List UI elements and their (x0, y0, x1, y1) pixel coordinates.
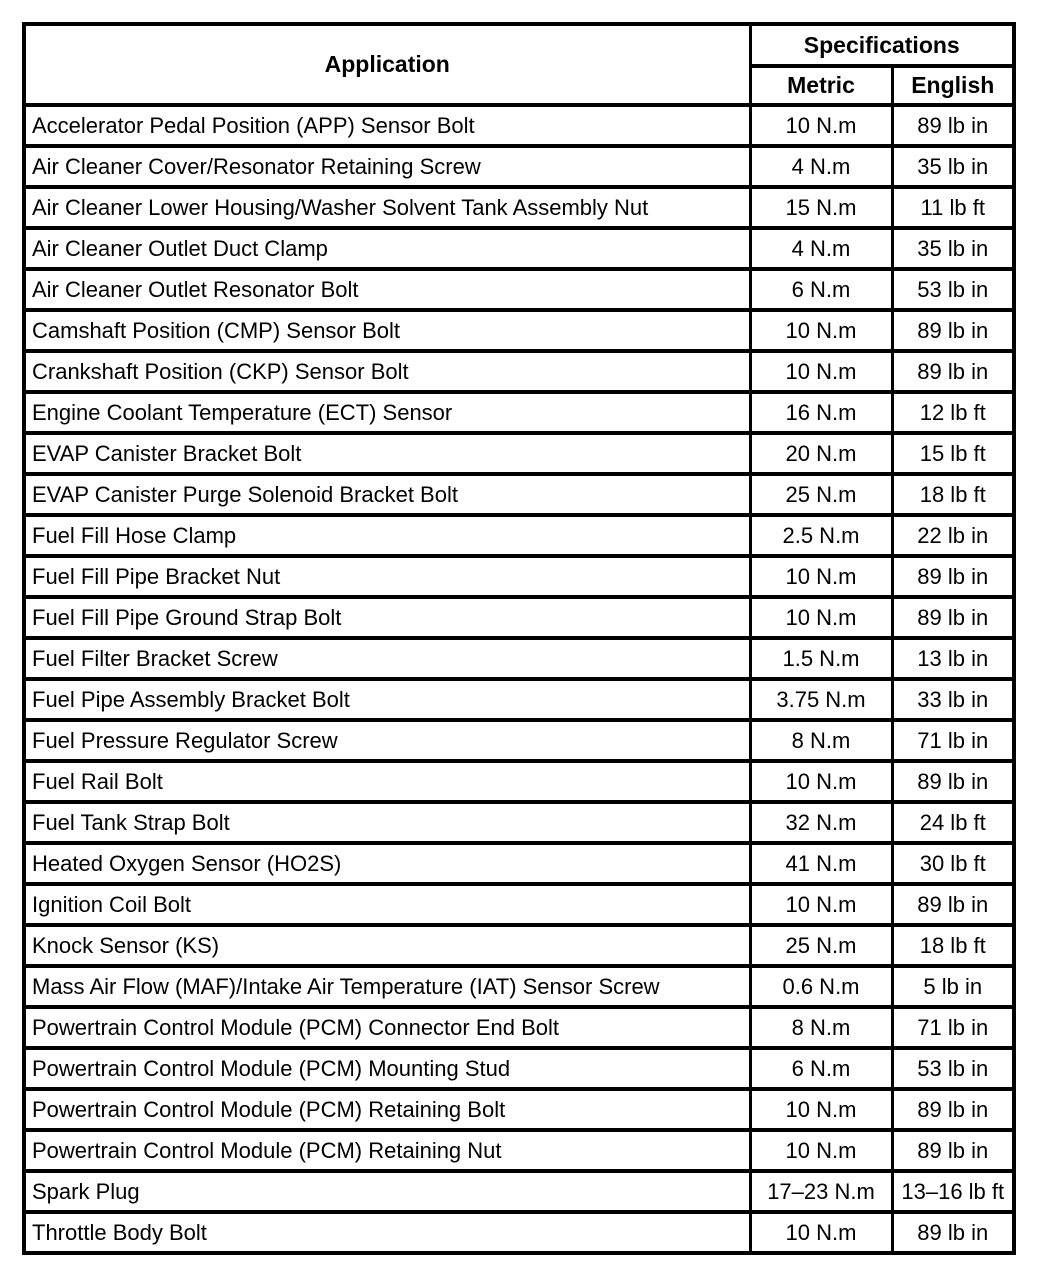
table-row (24, 105, 1014, 146)
english-cell: 13 lb in (892, 638, 1014, 679)
application-cell: Powertrain Control Module (PCM) Retaining Bolt (24, 1089, 750, 1130)
english-cell: 71 lb in (892, 720, 1014, 761)
application-cell: Fuel Filter Bracket Screw (24, 638, 750, 679)
metric-cell: 10 N.m (750, 1089, 892, 1130)
application-cell: Air Cleaner Cover/Resonator Retaining Screw (24, 146, 750, 187)
metric-cell: 32 N.m (750, 802, 892, 843)
metric-cell: 10 N.m (750, 310, 892, 351)
english-cell: 89 lb in (892, 1130, 1014, 1171)
english-cell: 89 lb in (892, 310, 1014, 351)
english-column-header: English (892, 66, 1014, 105)
english-cell: 35 lb in (892, 146, 1014, 187)
table-row (24, 515, 1014, 556)
metric-cell: 6 N.m (750, 269, 892, 310)
application-cell: Fuel Tank Strap Bolt (24, 802, 750, 843)
table-row (24, 638, 1014, 679)
table-row (24, 1048, 1014, 1089)
application-column-header: Application (24, 24, 750, 105)
table-row (24, 1130, 1014, 1171)
metric-cell: 6 N.m (750, 1048, 892, 1089)
table-row (24, 1212, 1014, 1253)
english-cell: 53 lb in (892, 269, 1014, 310)
english-cell: 89 lb in (892, 597, 1014, 638)
application-cell: Fuel Fill Hose Clamp (24, 515, 750, 556)
table-header (24, 24, 1014, 105)
metric-cell: 2.5 N.m (750, 515, 892, 556)
application-cell: Air Cleaner Outlet Resonator Bolt (24, 269, 750, 310)
table-row (24, 433, 1014, 474)
table-row (24, 802, 1014, 843)
metric-cell: 25 N.m (750, 925, 892, 966)
english-cell: 18 lb ft (892, 474, 1014, 515)
application-cell: Camshaft Position (CMP) Sensor Bolt (24, 310, 750, 351)
table-row (24, 556, 1014, 597)
table-row (24, 474, 1014, 515)
english-cell: 13–16 lb ft (892, 1171, 1014, 1212)
application-cell: Fuel Fill Pipe Ground Strap Bolt (24, 597, 750, 638)
metric-cell: 8 N.m (750, 720, 892, 761)
table-row (24, 720, 1014, 761)
english-cell: 89 lb in (892, 556, 1014, 597)
table-row (24, 925, 1014, 966)
application-cell: Powertrain Control Module (PCM) Connector End Bolt (24, 1007, 750, 1048)
application-cell: Mass Air Flow (MAF)/Intake Air Temperature (IAT) Sensor Screw (24, 966, 750, 1007)
metric-cell: 20 N.m (750, 433, 892, 474)
english-cell: 24 lb ft (892, 802, 1014, 843)
application-cell: EVAP Canister Bracket Bolt (24, 433, 750, 474)
header-row-1 (24, 24, 1014, 66)
table-row (24, 761, 1014, 802)
table-row (24, 884, 1014, 925)
english-cell: 12 lb ft (892, 392, 1014, 433)
metric-cell: 10 N.m (750, 556, 892, 597)
application-cell: Fuel Fill Pipe Bracket Nut (24, 556, 750, 597)
application-cell: Ignition Coil Bolt (24, 884, 750, 925)
table-row (24, 269, 1014, 310)
table-row (24, 392, 1014, 433)
english-cell: 30 lb ft (892, 843, 1014, 884)
metric-cell: 10 N.m (750, 884, 892, 925)
metric-cell: 25 N.m (750, 474, 892, 515)
torque-spec-table (22, 22, 1016, 1255)
table-row (24, 679, 1014, 720)
table-row (24, 843, 1014, 884)
english-cell: 89 lb in (892, 1089, 1014, 1130)
table-body (24, 105, 1014, 1253)
table-row (24, 146, 1014, 187)
application-cell: EVAP Canister Purge Solenoid Bracket Bolt (24, 474, 750, 515)
application-cell: Crankshaft Position (CKP) Sensor Bolt (24, 351, 750, 392)
metric-cell: 4 N.m (750, 146, 892, 187)
metric-cell: 10 N.m (750, 597, 892, 638)
table-row (24, 966, 1014, 1007)
table-row (24, 187, 1014, 228)
metric-cell: 10 N.m (750, 1212, 892, 1253)
english-cell: 89 lb in (892, 884, 1014, 925)
english-cell: 89 lb in (892, 1212, 1014, 1253)
table-row (24, 310, 1014, 351)
application-cell: Fuel Pressure Regulator Screw (24, 720, 750, 761)
table-row (24, 228, 1014, 269)
metric-cell: 16 N.m (750, 392, 892, 433)
metric-cell: 4 N.m (750, 228, 892, 269)
metric-cell: 10 N.m (750, 105, 892, 146)
metric-cell: 0.6 N.m (750, 966, 892, 1007)
english-cell: 15 lb ft (892, 433, 1014, 474)
application-cell: Spark Plug (24, 1171, 750, 1212)
application-cell: Fuel Rail Bolt (24, 761, 750, 802)
metric-cell: 10 N.m (750, 351, 892, 392)
english-cell: 53 lb in (892, 1048, 1014, 1089)
table-row (24, 1089, 1014, 1130)
english-cell: 89 lb in (892, 351, 1014, 392)
table-row (24, 1007, 1014, 1048)
english-cell: 35 lb in (892, 228, 1014, 269)
english-cell: 5 lb in (892, 966, 1014, 1007)
application-cell: Heated Oxygen Sensor (HO2S) (24, 843, 750, 884)
table-row (24, 351, 1014, 392)
metric-cell: 8 N.m (750, 1007, 892, 1048)
application-cell: Powertrain Control Module (PCM) Retaining Nut (24, 1130, 750, 1171)
metric-cell: 41 N.m (750, 843, 892, 884)
application-cell: Fuel Pipe Assembly Bracket Bolt (24, 679, 750, 720)
metric-cell: 10 N.m (750, 1130, 892, 1171)
application-cell: Air Cleaner Outlet Duct Clamp (24, 228, 750, 269)
english-cell: 89 lb in (892, 761, 1014, 802)
metric-cell: 15 N.m (750, 187, 892, 228)
metric-cell: 1.5 N.m (750, 638, 892, 679)
metric-cell: 3.75 N.m (750, 679, 892, 720)
application-cell: Throttle Body Bolt (24, 1212, 750, 1253)
application-cell: Engine Coolant Temperature (ECT) Sensor (24, 392, 750, 433)
english-cell: 71 lb in (892, 1007, 1014, 1048)
metric-column-header: Metric (750, 66, 892, 105)
english-cell: 89 lb in (892, 105, 1014, 146)
english-cell: 22 lb in (892, 515, 1014, 556)
metric-cell: 17–23 N.m (750, 1171, 892, 1212)
metric-cell: 10 N.m (750, 761, 892, 802)
application-cell: Accelerator Pedal Position (APP) Sensor Bolt (24, 105, 750, 146)
table-row (24, 1171, 1014, 1212)
english-cell: 11 lb ft (892, 187, 1014, 228)
application-cell: Knock Sensor (KS) (24, 925, 750, 966)
english-cell: 18 lb ft (892, 925, 1014, 966)
english-cell: 33 lb in (892, 679, 1014, 720)
application-cell: Air Cleaner Lower Housing/Washer Solvent Tank Assembly Nut (24, 187, 750, 228)
table-row (24, 597, 1014, 638)
specifications-column-header: Specifications (750, 24, 1014, 66)
application-cell: Powertrain Control Module (PCM) Mounting Stud (24, 1048, 750, 1089)
